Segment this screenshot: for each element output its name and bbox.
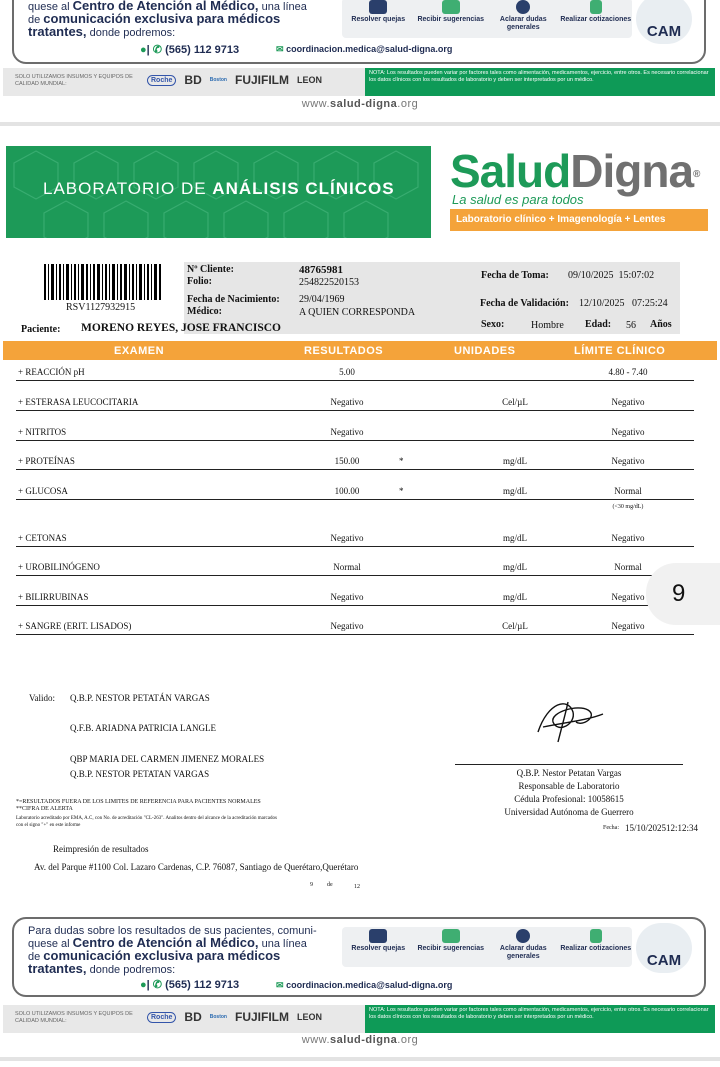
limit-cell: Negativo bbox=[611, 397, 645, 407]
exam-cell: + UROBILINÓGENO bbox=[18, 562, 100, 572]
limit-note: (<30 mg/dL) bbox=[612, 504, 644, 510]
cam-icons-bottom bbox=[342, 927, 632, 967]
table-row bbox=[16, 426, 694, 441]
toma-value: 09/10/2025 15:07:02 bbox=[568, 270, 655, 281]
phone-icon: ✆ bbox=[152, 44, 163, 56]
table-row bbox=[16, 532, 694, 547]
limit-cell: Negativo bbox=[611, 427, 645, 437]
table-row bbox=[16, 396, 694, 411]
result-cell: 100.00 bbox=[334, 486, 360, 496]
cam-icons bbox=[342, 0, 632, 38]
edad-label: Edad: bbox=[585, 319, 612, 330]
aclarar-dudas-icon: Aclarar dudas generales bbox=[487, 0, 560, 38]
page-number: 9 bbox=[310, 882, 313, 888]
nacimiento-label: Fecha de Nacimiento: bbox=[187, 294, 280, 305]
valido-label: Valido: bbox=[29, 693, 55, 703]
exam-cell: + BILIRRUBINAS bbox=[18, 592, 89, 602]
whatsapp-icon: ● bbox=[140, 44, 147, 56]
note-acreditacion: Laboratorio acreditado por EMA, A.C, con No. de acreditación "CL-263". Analitos dentro del alcance de la acreditación marcados bbox=[16, 816, 277, 821]
cam-text-bottom: Para dudas sobre los resultados de sus pacientes, comuni- quese al Centro de Atención al Médico, una línea de comunicación exclusiva para médicos tratantes, donde podremos: bbox=[28, 925, 317, 976]
cliente-label: Nº Cliente: bbox=[187, 264, 234, 275]
validator-name-1: Q.B.P. NESTOR PETATÁN VARGAS bbox=[70, 693, 210, 703]
quality-label: SOLO UTILIZAMOS INSUMOS Y EQUIPOS DE CALIDAD MUNDIAL: bbox=[15, 1011, 133, 1024]
barcode-icon bbox=[44, 264, 162, 300]
limit-cell: Normal bbox=[614, 486, 642, 496]
header-unidades: UNIDADES bbox=[454, 345, 516, 357]
reprint-label: Reimpresión de resultados bbox=[53, 844, 149, 854]
table-row bbox=[16, 591, 694, 606]
result-cell: Normal bbox=[333, 562, 361, 572]
medico-value: A QUIEN CORRESPONDA bbox=[299, 307, 416, 318]
bd-logo: BD bbox=[184, 1010, 202, 1024]
brand-logos bbox=[147, 1010, 322, 1024]
unit-cell: Cel/µL bbox=[502, 621, 528, 631]
leon-logo: LEON bbox=[296, 1012, 322, 1022]
signature-line bbox=[455, 764, 683, 765]
fujifilm-logo: FUJIFILM bbox=[234, 73, 289, 87]
lab-address: Av. del Parque #1100 Col. Lazaro Cardenas, C.P. 76087, Santiago de Querétaro,Querétaro bbox=[34, 862, 359, 872]
medico-label: Médico: bbox=[187, 306, 222, 317]
note-fuera-limites: *=RESULTADOS FUERA DE LOS LIMITES DE REFERENCIA PARA PACIENTES NORMALES bbox=[16, 799, 261, 805]
anos-label: Años bbox=[650, 319, 672, 330]
unit-cell: mg/dL bbox=[503, 592, 527, 602]
note-signo: con el signo "+" en este informe bbox=[16, 823, 81, 828]
toma-label: Fecha de Toma: bbox=[481, 270, 549, 281]
exam-cell: + REACCIÓN pH bbox=[18, 367, 85, 377]
brand-logos bbox=[147, 73, 322, 87]
unit-cell: mg/dL bbox=[503, 533, 527, 543]
brand-logo: SaludDigna® bbox=[450, 145, 700, 197]
header-limite: LÍMITE CLÍNICO bbox=[574, 345, 666, 357]
unit-cell: Cel/µL bbox=[502, 397, 528, 407]
exam-cell: + GLUCOSA bbox=[18, 486, 68, 496]
exam-cell: + NITRITOS bbox=[18, 427, 67, 437]
unit-cell: mg/dL bbox=[503, 456, 527, 466]
unit-cell: mg/dL bbox=[503, 562, 527, 572]
exam-cell: + SANGRE (ERIT. LISADOS) bbox=[18, 621, 132, 631]
exam-cell: + CETONAS bbox=[18, 533, 67, 543]
result-cell: 5.00 bbox=[339, 367, 355, 377]
brand-services: Laboratorio clínico + Imagenología + Lentes bbox=[450, 209, 708, 231]
boston-logo: Boston bbox=[209, 77, 227, 83]
result-cell: Negativo bbox=[330, 533, 364, 543]
realizar-cotizaciones-icon: Realizar cotizaciones bbox=[560, 927, 633, 967]
aclarar-dudas-icon: Aclarar dudas generales bbox=[487, 927, 560, 967]
folio-label: Folio: bbox=[187, 276, 212, 287]
limit-cell: Negativo bbox=[611, 621, 645, 631]
quality-bar bbox=[3, 68, 715, 96]
page-separator bbox=[0, 122, 720, 126]
recibir-sugerencias-icon: Recibir sugerencias bbox=[415, 0, 488, 38]
sexo-label: Sexo: bbox=[481, 319, 505, 330]
paciente-value: MORENO REYES, JOSE FRANCISCO bbox=[81, 322, 281, 334]
result-cell: Negativo bbox=[330, 427, 364, 437]
result-cell: Negativo bbox=[330, 397, 364, 407]
validator-name-3: QBP MARIA DEL CARMEN JIMENEZ MORALES bbox=[70, 754, 265, 764]
sexo-value: Hombre bbox=[531, 320, 564, 331]
roche-logo: Roche bbox=[147, 1012, 176, 1023]
header-resultados: RESULTADOS bbox=[304, 345, 384, 357]
flag-cell: * bbox=[399, 456, 404, 466]
limit-cell: 4.80 - 7.40 bbox=[608, 367, 648, 377]
flag-cell: * bbox=[399, 486, 404, 496]
paciente-label: Paciente: bbox=[21, 324, 61, 335]
signer-role: Responsable de Laboratorio bbox=[518, 781, 620, 791]
signer-cedula: Cédula Profesional: 10058615 bbox=[514, 794, 624, 804]
result-cell: Negativo bbox=[330, 592, 364, 602]
cam-logo-bottom: CAM bbox=[636, 923, 692, 973]
limit-cell: Negativo bbox=[611, 592, 645, 602]
cam-phone[interactable]: ●| ✆ (565) 112 9713 bbox=[140, 44, 240, 56]
mail-icon: ✉ bbox=[276, 980, 284, 990]
table-row bbox=[16, 485, 694, 510]
brand-tagline: La salud es para todos bbox=[452, 192, 584, 207]
validacion-value: 12/10/2025 07:25:24 bbox=[579, 298, 668, 309]
limit-cell: Normal bbox=[614, 562, 642, 572]
folio-value: 254822520153 bbox=[299, 277, 359, 288]
exam-cell: + ESTERASA LEUCOCITARIA bbox=[18, 397, 139, 407]
result-cell: Negativo bbox=[330, 621, 364, 631]
limit-cell: Negativo bbox=[611, 456, 645, 466]
fecha-label: Fecha: bbox=[603, 825, 619, 831]
quality-bar-bottom bbox=[3, 1005, 715, 1033]
validator-name-2: Q.F.B. ARIADNA PATRICIA LANGLE bbox=[70, 723, 216, 733]
signature-icon bbox=[528, 692, 608, 750]
unit-cell: mg/dL bbox=[503, 486, 527, 496]
whatsapp-icon: ● bbox=[140, 979, 147, 991]
mail-icon: ✉ bbox=[276, 44, 284, 54]
cam-email[interactable]: ✉ coordinacion.medica@salud-digna.org bbox=[276, 44, 453, 54]
nacimiento-value: 29/04/1969 bbox=[299, 294, 345, 305]
fecha-value: 15/10/202512:12:34 bbox=[625, 823, 699, 833]
lab-banner bbox=[6, 146, 431, 238]
edad-value: 56 bbox=[626, 320, 636, 331]
cam-email-bottom[interactable]: ✉ coordinacion.medica@salud-digna.org bbox=[276, 980, 453, 990]
signer-name: Q.B.P. Nestor Petatan Vargas bbox=[516, 768, 622, 778]
website-link-bottom[interactable]: www.salud-digna.org bbox=[301, 1034, 419, 1046]
fujifilm-logo: FUJIFILM bbox=[234, 1010, 289, 1024]
nota-box: NOTA: Los resultados pueden variar por factores tales como alimentación, medicamentos, ejercicio, entre otros. Es necesario correlacionar los datos clínicos con los resultados de laboratorio y deben ser interpretados por un médico. bbox=[365, 1005, 715, 1033]
barcode-number: RSV1127932915 bbox=[66, 302, 136, 313]
resolver-quejas-icon: Resolver quejas bbox=[342, 0, 415, 38]
leon-logo: LEON bbox=[296, 75, 322, 85]
cliente-value: 48765981 bbox=[299, 264, 343, 276]
recibir-sugerencias-icon: Recibir sugerencias bbox=[415, 927, 488, 967]
note-cifra-alerta: **CIFRA DE ALERTA bbox=[16, 806, 73, 812]
limit-cell: Negativo bbox=[611, 533, 645, 543]
header-examen: EXAMEN bbox=[114, 345, 165, 357]
roche-logo: Roche bbox=[147, 75, 176, 86]
cam-logo: CAM bbox=[636, 0, 692, 44]
page-indicator-tab[interactable]: 9 bbox=[646, 563, 720, 625]
signer-university: Universidad Autónoma de Guerrero bbox=[504, 807, 634, 817]
cam-text: quese al Centro de Atención al Médico, una línea de comunicación exclusiva para médicos tratantes, donde podremos: bbox=[28, 0, 307, 39]
nota-box: NOTA: Los resultados pueden variar por factores tales como alimentación, medicamentos, ejercicio, entre otros. Es necesario correlacionar los datos clínicos con los resultados de laboratorio y deben ser interpretados por un médico. bbox=[365, 68, 715, 96]
realizar-cotizaciones-icon: Realizar cotizaciones bbox=[560, 0, 633, 38]
boston-logo: Boston bbox=[209, 1014, 227, 1020]
page-total: 12 bbox=[354, 884, 360, 890]
table-row bbox=[16, 620, 694, 635]
result-cell: 150.00 bbox=[334, 456, 360, 466]
table-row bbox=[16, 366, 694, 381]
page-separator bbox=[0, 1057, 720, 1061]
quality-label: SOLO UTILIZAMOS INSUMOS Y EQUIPOS DE CALIDAD MUNDIAL: bbox=[15, 74, 133, 87]
phone-icon: ✆ bbox=[152, 979, 163, 991]
website-link-top[interactable]: www.salud-digna.org bbox=[301, 98, 419, 110]
results-table-header bbox=[3, 341, 717, 360]
table-row bbox=[16, 561, 694, 576]
page-de: de bbox=[327, 882, 333, 888]
cam-phone-bottom[interactable]: ●| ✆ (565) 112 9713 bbox=[140, 979, 240, 991]
validacion-label: Fecha de Validación: bbox=[480, 298, 569, 309]
resolver-quejas-icon: Resolver quejas bbox=[342, 927, 415, 967]
exam-cell: + PROTEÍNAS bbox=[18, 456, 75, 466]
validator-name-4: Q.B.P. NESTOR PETATAN VARGAS bbox=[70, 769, 210, 779]
bd-logo: BD bbox=[184, 73, 202, 87]
table-row bbox=[16, 455, 694, 470]
lab-title: LABORATORIO DE ANÁLISIS CLÍNICOS bbox=[43, 179, 395, 198]
